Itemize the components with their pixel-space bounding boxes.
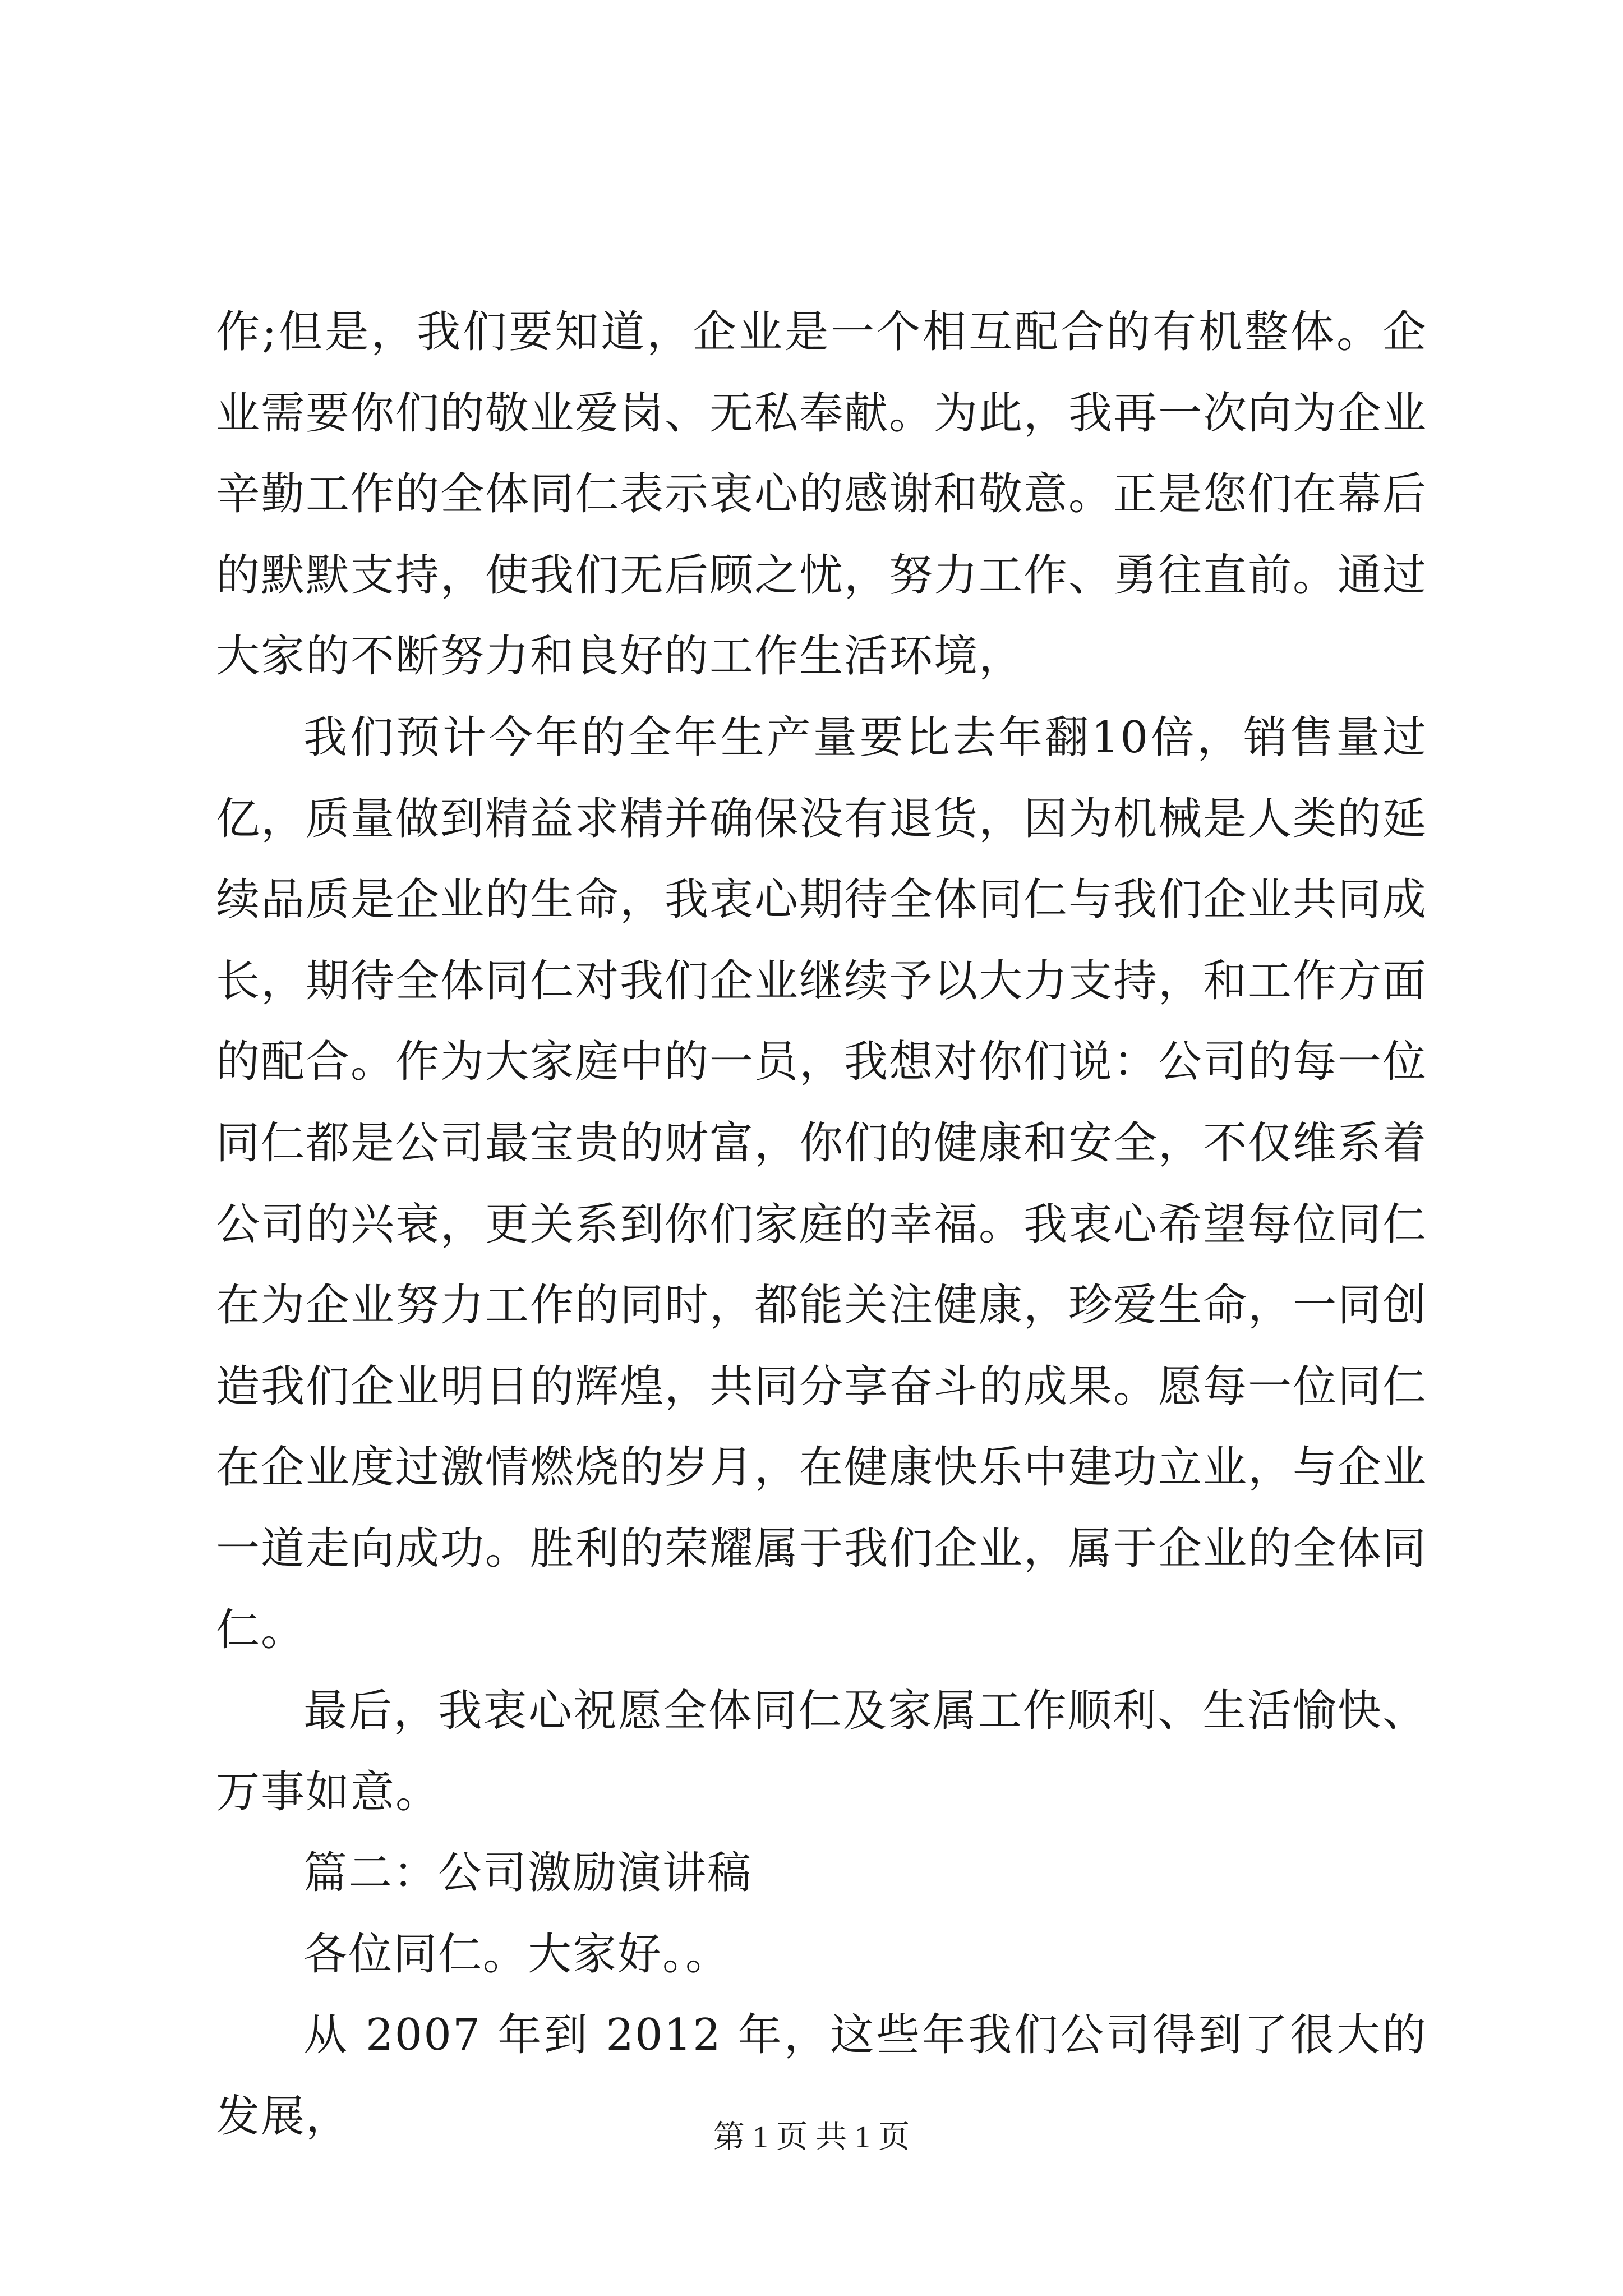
paragraph-greeting: 各位同仁。大家好。。 bbox=[303, 1929, 731, 1980]
paragraph-continuation: 作;但是，我们要知道，企业是一个相互配合的有机整体。企业需要你们的敬业爱岗、无私奉献。为此，我再一次向为企业辛勤工作的全体同仁表示衷心的感谢和敬意。正是您们在幕后的默默支持，使我们无后顾之忧，努力工作、勇往直前。通过大家的不断努力和良好的工作生活环境， bbox=[216, 307, 1428, 682]
page-footer: 第 1 页 共 1 页 bbox=[713, 2120, 910, 2155]
paragraph-production-goals: 我们预计今年的全年生产量要比去年翻10倍，销售量过亿，质量做到精益求精并确保没有退货，因为机械是人类的延续品质是企业的生命，我衷心期待全体同仁与我们企业共同成长，期待全体同仁对我们企业继续予以大力支持，和工作方面的配合。作为大家庭中的一员，我想对你们说：公司的每一位同仁都是公司最宝贵的财富，你们的健康和安全，不仅维系着公司的兴衰，更关系到你们家庭的幸福。我衷心希望每位同仁在为企业努力工作的同时，都能关注健康，珍爱生命，一同创造我们企业明日的辉煌，共同分享奋斗的成果。愿每一位同仁在企业度过激情燃烧的岁月，在健康快乐中建功立业，与企业一道走向成功。胜利的荣耀属于我们企业，属于企业的全体同仁。 bbox=[216, 712, 1428, 1655]
paragraph-closing-wishes: 最后，我衷心祝愿全体同仁及家属工作顺利、生活愉快、万事如意。 bbox=[216, 1686, 1427, 1818]
document-body bbox=[216, 292, 1427, 2157]
section-heading: 篇二：公司激励演讲稿 bbox=[303, 1848, 753, 1899]
paragraph-history: 从 2007 年到 2012 年，这些年我们公司得到了很大的发展， bbox=[216, 2010, 1427, 2142]
